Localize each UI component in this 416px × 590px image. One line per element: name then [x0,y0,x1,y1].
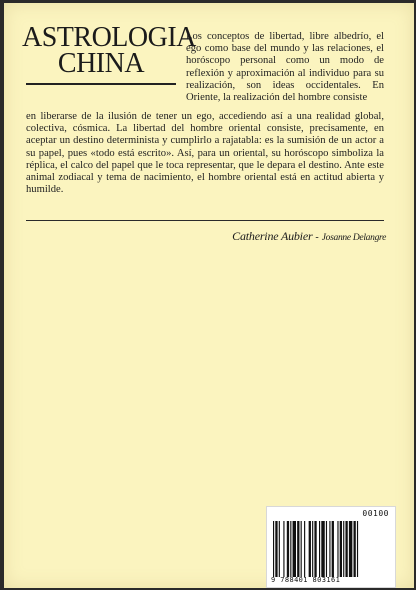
back-cover [4,3,414,588]
barcode-bar [312,521,313,577]
barcode-bar [304,521,305,577]
author-separator: - [315,232,319,243]
barcode-bar [354,521,356,577]
barcode-digits: 9 788401 803161 [271,576,341,584]
barcode-bar [319,521,320,577]
barcode-bar [357,521,358,577]
author-name-1: Catherine Aubier [232,229,313,243]
blurb-paragraph-top: Los conceptos de libertad, libre albedrío, el ego como base del mundo y las relaciones, el horóscopo personal como un modo de reflexión y aproximación al individuo para su realización, son ideas occidentales. En Oriente, la realización del hombre consiste [186,31,384,104]
author-name-2: Josanne Delangre [321,233,386,243]
title-underline [26,83,176,85]
barcode-bar [314,521,316,577]
barcode-bars [273,521,389,577]
barcode-bar [309,521,311,577]
barcode-bar [293,521,296,577]
barcode-addon-code: 00100 [362,509,389,518]
barcode-bar [340,521,342,577]
barcode-bar [301,521,302,577]
barcode-bar [287,521,289,577]
barcode-bar [273,521,274,577]
barcode-bar [297,521,299,577]
author-divider [26,220,384,221]
barcode-bar [332,521,334,577]
blurb-paragraph-main: en liberarse de la ilusión de tener un ego, accediendo así a una realidad global, colectiva, cósmica. La libertad del hombre oriental consiste, precisamente, en aceptar un destino determinista y cumplirlo a rajatabla: es la sumisión de un actor a su papel, pues «todo está escrito». Así, para un oriental, su horóscopo simboliza la réplica, el calco del papel que le toca representar, que le depara el destino. Ante este animal zodiacal y tema de nacimiento, el hombre oriental está en actitud abierta y humilde. [26,111,384,196]
barcode-bar [321,521,324,577]
title-line-1: ASTROLOGIA [22,22,196,53]
barcode-bar [279,521,280,577]
author-credits [216,227,386,245]
barcode-bar [337,521,338,577]
barcode-bar [329,521,330,577]
barcode-bar [283,521,284,577]
book-title [22,22,196,79]
barcode-bar [290,521,291,577]
barcode-bar [343,521,344,577]
barcode-bar [345,521,347,577]
barcode-bar [349,521,352,577]
barcode-bar [275,521,277,577]
isbn-barcode [266,506,396,588]
barcode-bar [326,521,327,577]
title-line-2: CHINA [57,48,145,79]
